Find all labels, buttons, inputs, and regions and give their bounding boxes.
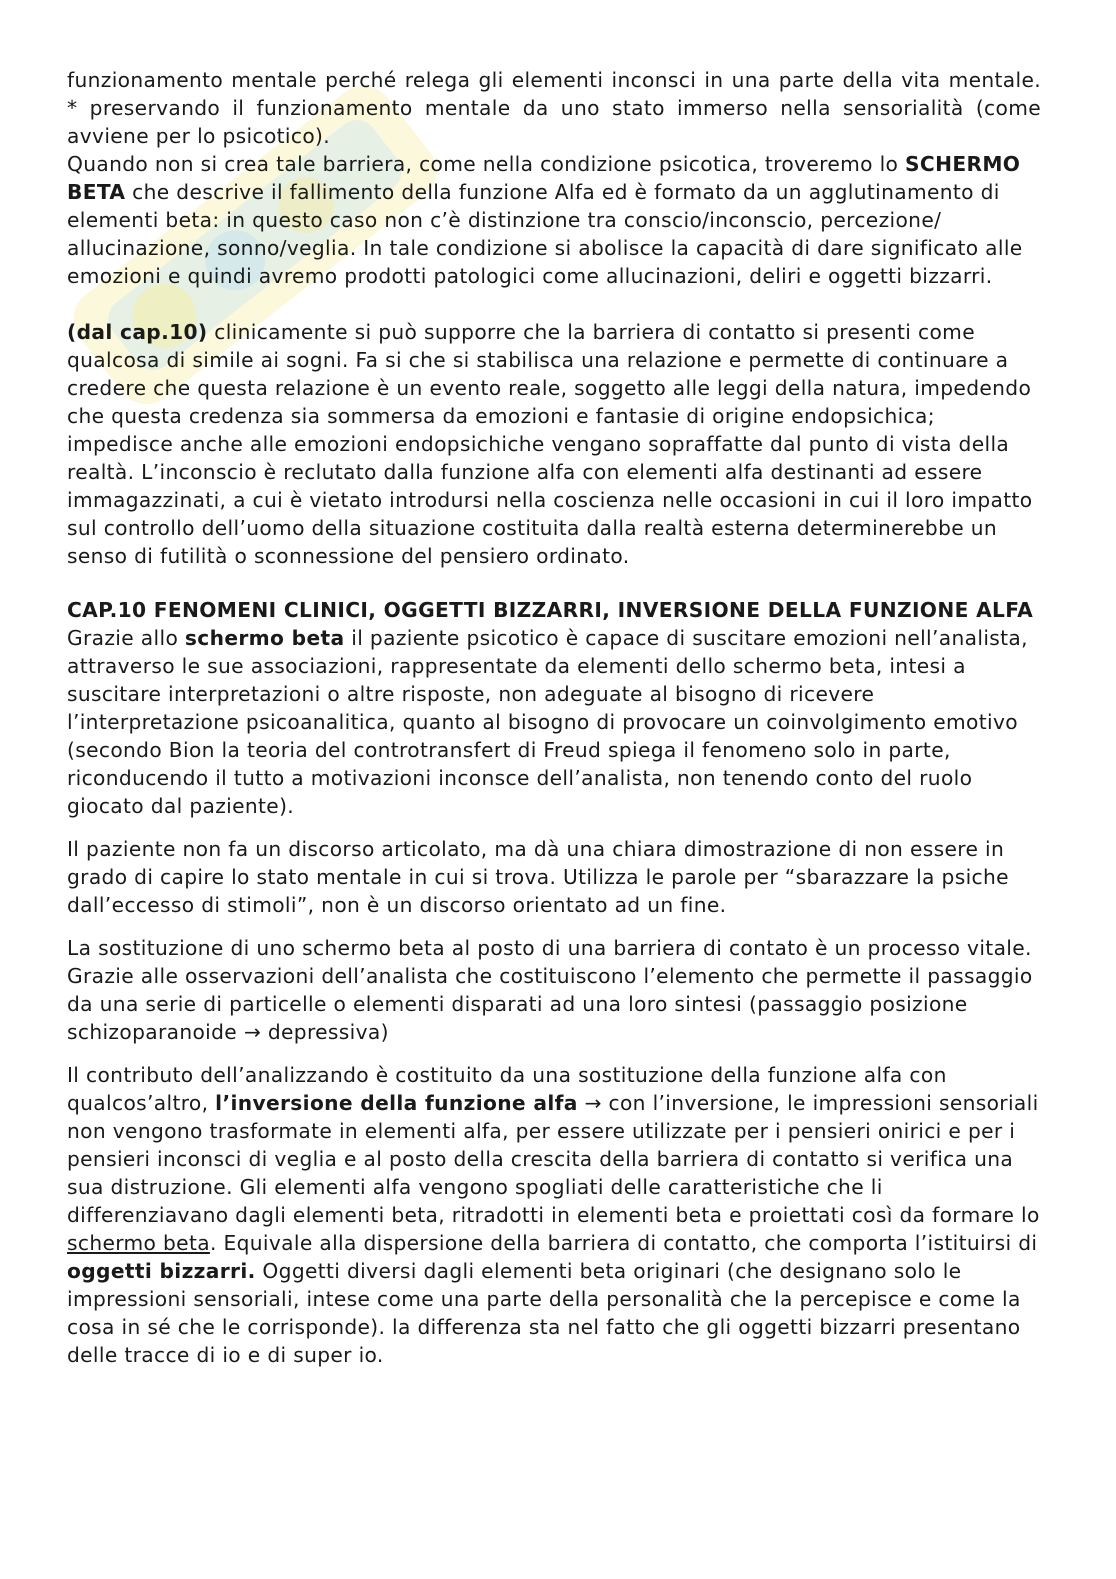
inversione-funzione-alfa-term: l’inversione della funzione alfa (215, 1091, 578, 1115)
paragraph-3 (67, 318, 1041, 570)
paragraph-1-text: funzionamento mentale perché relega gli elementi inconsci in una parte della vita mentale. * preservando il funzionamento mentale da uno stato immerso nella sensorialità (come avviene per lo psicotico). (67, 68, 1041, 148)
paragraph-4 (67, 624, 1041, 820)
paragraph-7-text-1: Il contributo dell’analizzando è costituito da una sostituzione della funzione alfa con qualcos’altro, (67, 1063, 947, 1115)
paragraph-5 (67, 835, 1041, 919)
document-body (67, 66, 1041, 1369)
paragraph-1 (67, 66, 1041, 150)
schermo-beta-term: SCHERMO BETA (67, 152, 1021, 204)
chapter-heading: CAP.10 FENOMENI CLINICI, OGGETTI BIZZARRI, INVERSIONE DELLA FUNZIONE ALFA (67, 598, 1034, 622)
paragraph-2 (67, 150, 1041, 290)
paragraph-2-text-1: Quando non si crea tale barriera, come nella condizione psicotica, troveremo lo (67, 152, 906, 176)
paragraph-7-text-3: . Equivale alla dispersione della barriera di contatto, che comporta l’istituirsi di (209, 1231, 1038, 1255)
paragraph-4-text-2: il paziente psicotico è capace di suscitare emozioni nell’analista, attraverso le sue associazioni, rappresentate da elementi dello schermo beta, intesi a suscitare interpretazioni o altre risposte, non adeguate al bisogno di ricevere l’interpretazione psicoanalitica, quanto al bisogno di provocare un coinvolgimento emotivo (secondo Bion la teoria del controtransfert di Freud spiega il fenomeno solo in parte, riconducendo il tutto a motivazioni inconsce dell’analista, non tenendo conto del ruolo giocato dal paziente). (67, 626, 1028, 818)
schermo-beta-bold: schermo beta (184, 626, 345, 650)
paragraph-7 (67, 1061, 1041, 1369)
paragraph-3-text: clinicamente si può supporre che la barriera di contatto si presenti come qualcosa di simile ai sogni. Fa si che si stabilisca una relazione e permette di continuare a credere che questa relazione è un evento reale, soggetto alle leggi della natura, impedendo che questa credenza sia sommersa da emozioni e fantasie di origine endopsichica; impedisce anche alle emozioni endopsichiche vengano sopraffatte dal punto di vista della realtà. L’inconscio è reclutato dalla funzione alfa con elementi alfa destinanti ad essere immagazzinati, a cui è vietato introdursi nella coscienza nelle occasioni in cui il loro impatto sul controllo dell’uomo della situazione costituita dalla realtà esterna determinerebbe un senso di futilità o sconnessione del pensiero ordinato. (67, 320, 1033, 568)
paragraph-2-text-2: che descrive il fallimento della funzione Alfa ed è formato da un agglutinamento di elementi beta: in questo caso non c’è distinzione tra conscio/inconscio, percezione/ allucinazione, sonno/veglia. In tale condizione si abolisce la capacità di dare significato alle emozioni e quindi avremo prodotti patologici come allucinazioni, deliri e oggetti bizzarri. (67, 180, 1023, 288)
paragraph-6-text: La sostituzione di uno schermo beta al posto di una barriera di contato è un processo vitale. Grazie alle osservazioni dell’analista che costituiscono l’elemento che permette il passaggio da una serie di particelle o elementi disparati ad una loro sintesi (passaggio posizione schizoparanoide → depressiva) (67, 936, 1033, 1044)
oggetti-bizzarri-term: oggetti bizzarri. (67, 1259, 256, 1283)
dal-cap-10-label: (dal cap.10) (67, 320, 208, 344)
schermo-beta-underlined: schermo beta (67, 1231, 210, 1255)
paragraph-4-text-1: Grazie allo (67, 626, 185, 650)
paragraph-7-text-2: → con l’inversione, le impressioni sensoriali non vengono trasformate in elementi alfa, per essere utilizzate per i pensieri onirici e per i pensieri inconsci di veglia e al posto della crescita della barriera di contatto si verifica una sua distruzione. Gli elementi alfa vengono spogliati delle caratteristiche che li differenziavano dagli elementi beta, ritradotti in elementi beta e proiettati così da formare lo (67, 1091, 1040, 1227)
paragraph-5-text: Il paziente non fa un discorso articolato, ma dà una chiara dimostrazione di non essere in grado di capire lo stato mentale in cui si trova. Utilizza le parole per “sbarazzare la psiche dall’eccesso di stimoli”, non è un discorso orientato ad un fine. (67, 837, 1009, 917)
paragraph-7-text-4: Oggetti diversi dagli elementi beta originari (che designano solo le impressioni sensoriali, intese come una parte della personalità che la percepisce e come la cosa in sé che le corrisponde). la differenza sta nel fatto che gli oggetti bizzarri presentano delle tracce di io e di super io. (67, 1259, 1021, 1367)
paragraph-6 (67, 934, 1041, 1046)
